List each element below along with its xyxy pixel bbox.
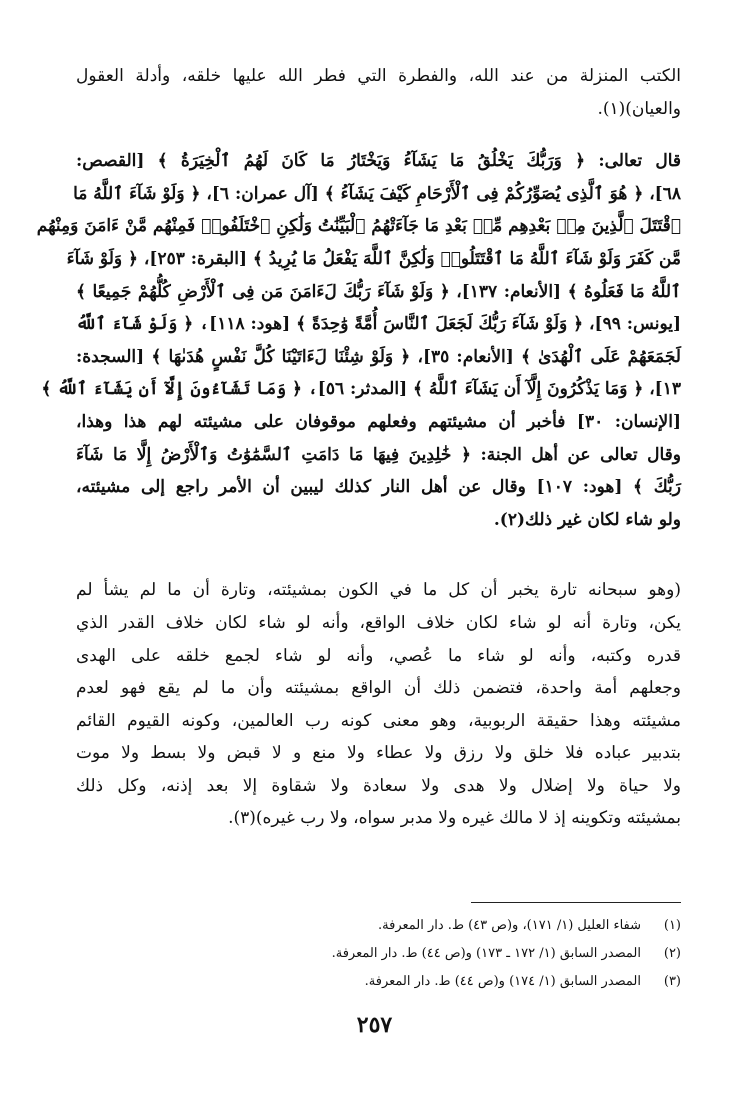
text-line: والعيان)(١). [597,98,681,119]
text-line: (وهو سبحانه تارة يخبر أن كل ما في الكون بمشيئته، وتارة أن ما لم يشأ لم [76,580,681,601]
footnote-number: (٢) [663,946,681,961]
text-line: يكن، وتارة أنه لو شاء لكان خلاف الواقع، وأنه لو شاء لكان خلاف القدر الذي [76,612,681,633]
text-line: [الإنسان: ٣٠] فأخبر أن مشيئتهم وفعلهم موقوفان على مشيئته لهم هذا وهذا، [76,411,681,432]
footnote-number: (٣) [663,974,681,989]
text-line: لَجَمَعَهُمْ عَلَى ٱلْهُدَىٰ ﴾ [الأنعام: ٣٥]، ﴿ وَلَوْ شِئْنَا لَءَاتَيْنَا كُلَّ نَفْسٍ هُدَىٰهَا ﴾ [السجدة: [76,346,681,367]
text-line: الكتب المنزلة من عند الله، والفطرة التي فطر الله عليها خلقه، وأدلة العقول [76,66,681,86]
paragraph-1 [76,60,681,125]
footnote-divider [471,902,681,903]
text-line: مشيئته وهذا حقيقة الربوبية، وهو معنى كونه رب العالمين، وكونه القيوم القائم [76,710,681,731]
footnote-text: المصدر السابق (١/ ١٧٢ ـ ١٧٣) و(ص ٤٤) ط. دار المعرفة. [331,946,641,961]
text-line: وجعلهم أمة واحدة، فتضمن ذلك أن الواقع بمشيئته وأن ما لم يقع فهو لعدم [76,678,681,699]
footnote-text: المصدر السابق (١/ ١٧٤) و(ص ٤٤) ط. دار المعرفة. [364,974,641,989]
text-line: ٦٨]، ﴿ هُوَ ٱلَّذِى يُصَوِّرُكُمْ فِى ٱلْأَرْحَامِ كَيْفَ يَشَآءُ ﴾ [آل عمران: ٦]، ﴿ وَلَوْ شَآءَ ٱللَّهُ مَا [73,183,681,204]
text-line: قال تعالى: ﴿ وَرَبُّكَ يَخْلُقُ مَا يَشَآءُ وَيَخْتَارُ مَا كَانَ لَهُمُ ٱلْخِيَرَةُ ﴾ [القصص: [76,151,681,172]
paragraph-gap [76,125,681,145]
text-line: بتدبير عباده فلا خلق ولا رزق ولا عطاء ولا منع و لا قبض ولا بسط ولا موت [76,743,681,764]
page-number: ٢٥٧ [356,1012,393,1038]
paragraph-gap [76,536,681,574]
text-line: ولو شاء لكان غير ذلك(٢). [493,509,681,530]
text-line: بمشيئته وتكوينه إذ لا مالك غيره ولا مدبر سواه، ولا رب غيره)(٣). [228,808,681,829]
text-line: ٱقْتَتَلَ ٱلَّذِينَ مِنۢ بَعْدِهِم مِّنۢ بَعْدِ مَا جَآءَتْهُمُ ٱلْبَيِّنَٰتُ وَلَٰكِنِ ٱخْتَلَفُوا۟ فَمِنْهُم مَّنْ ءَامَنَ وَمِنْهُم [36,216,681,237]
text-line: [يونس: ٩٩]، ﴿ وَلَوْ شَآءَ رَبُّكَ لَجَعَلَ ٱلنَّاسَ أُمَّةً وَٰحِدَةً ﴾ [هود: ١١٨]، ﴿ وَلَوْ شَآءَ ٱللَّهُ [75,314,681,335]
footnote-1 [76,912,681,940]
footnote-3 [76,968,681,996]
footnote-2 [76,940,681,968]
text-line: رَبُّكَ ﴾ [هود: ١٠٧] وقال عن أهل النار كذلك ليبين أن الأمر راجع إلى مشيئته، [76,477,681,498]
text-line: قدره وكتبه، وأنه لو شاء ما عُصي، وأنه لو شاء لجمع خلقه على الهدى [76,645,681,666]
footnotes [76,912,681,996]
text-line: ٱللَّهُ مَا فَعَلُوهُ ﴾ [الأنعام: ١٣٧]، ﴿ وَلَوْ شَآءَ رَبُّكَ لَءَامَنَ مَن فِى ٱلْأَرْضِ كُلُّهُمْ جَمِيعًا ﴾ [76,281,681,302]
footnote-text: شفاء العليل (١/ ١٧١)، و(ص ٤٣) ط. دار المعرفة. [378,918,641,933]
footnote-number: (١) [663,918,681,933]
main-text [36,60,681,835]
text-line: ١٣]، ﴿ وَمَا يَذْكُرُونَ إِلَّآ أَن يَشَآءَ ٱللَّهُ ﴾ [المدثر: ٥٦]، ﴿ وَمَا تَشَآءُونَ إِلَّآ أَن يَشَآءَ ٱللَّهُ ﴾ [41,379,681,400]
text-line: مَّن كَفَرَ وَلَوْ شَآءَ ٱللَّهُ مَا ٱقْتَتَلُوا۟ وَلَٰكِنَّ ٱللَّهَ يَفْعَلُ مَا يُرِيدُ ﴾ [البقرة: ٢٥٣]، ﴿ وَلَوْ شَآءَ [66,248,681,269]
text-line: ولا حياة ولا إضلال ولا هدى ولا سعادة ولا شقاوة إلا بعد إذنه، وكل ذلك [76,775,681,796]
paragraph-3 [76,574,681,835]
paragraph-2-quran-citations [36,145,681,536]
text-line: وقال تعالى عن أهل الجنة: ﴿ خَٰلِدِينَ فِيهَا مَا دَامَتِ ٱلسَّمَٰوَٰتُ وَٱلْأَرْضُ إِلَّا مَا شَآءَ [76,444,681,465]
